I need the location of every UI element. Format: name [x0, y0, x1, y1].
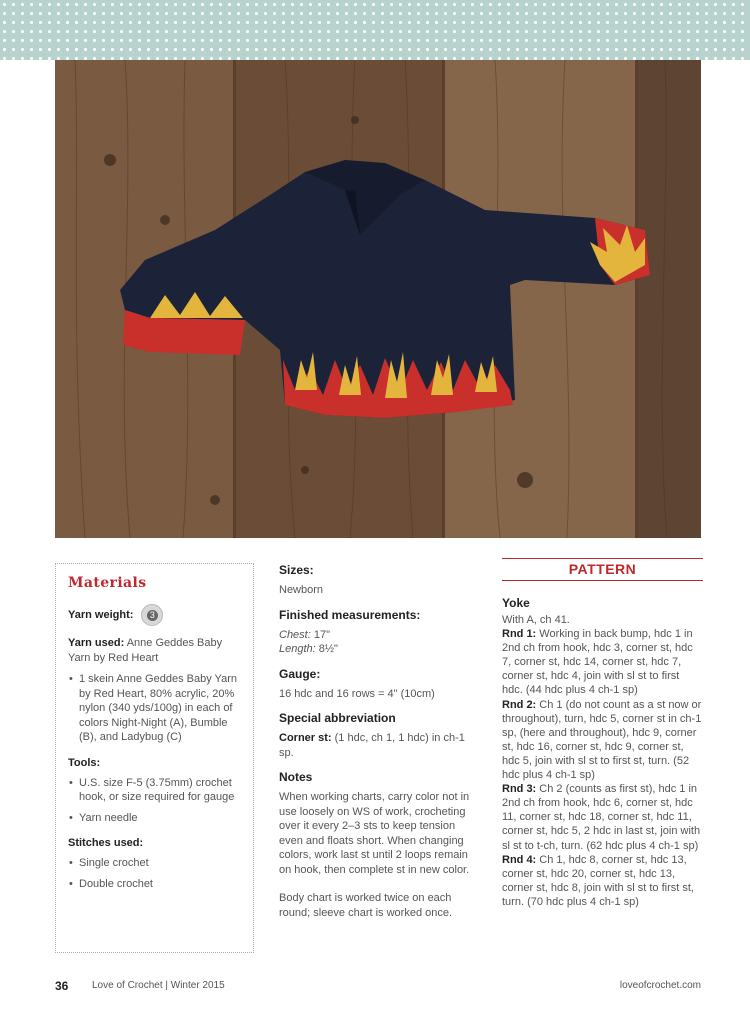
round-label: Rnd 1: — [502, 628, 537, 641]
abbreviation-term: Corner st: — [279, 732, 332, 744]
round-label: Rnd 4: — [502, 853, 537, 866]
tools-list — [68, 776, 243, 826]
issue-name: Winter 2015 — [170, 980, 225, 991]
abbreviation-label: Special abbreviation — [279, 711, 396, 725]
yarn-used-text: Anne Geddes Baby Yarn by Red Heart — [68, 637, 223, 664]
round-text: Working in back bump, hdc 1 in 2nd ch from hook, hdc 3, corner st, hdc 7, corner st, hdc 14, corner st, hdc 7, corner st, hdc 4, join with sl st to first hdc. (44 hdc plus 4 ch-1 sp) — [502, 628, 693, 697]
round-2 — [502, 698, 703, 783]
round-3 — [502, 782, 703, 852]
finished-label: Finished measurements: — [279, 607, 421, 622]
pattern-column — [502, 558, 703, 909]
chest-line — [279, 628, 479, 643]
stitch-item: • Double crochet — [68, 877, 243, 892]
pattern-intro: With A, ch 41. — [502, 614, 570, 626]
yarn-used — [68, 636, 243, 665]
notes-paragraph-2: Body chart is worked twice on each round; sleeve chart is worked once. — [279, 892, 453, 919]
polka-dot-banner — [0, 0, 750, 60]
round-label: Rnd 2: — [502, 698, 537, 711]
site-url: loveofcrochet.com — [619, 980, 701, 991]
chest-value: 17" — [313, 628, 330, 641]
yarn-used-label: Yarn used: — [68, 637, 125, 649]
yarn-weight-icon — [141, 604, 163, 626]
stitch-item: • Single crochet — [68, 856, 243, 871]
abbreviation-definition: (1 hdc, ch 1, 1 hdc) in ch-1 sp. — [279, 732, 465, 759]
abbreviation-text — [279, 731, 479, 760]
round-4 — [502, 853, 703, 909]
sizes-label: Sizes: — [279, 563, 314, 577]
sizes-value: Newborn — [279, 584, 324, 596]
yoke-heading: Yoke — [502, 596, 530, 610]
magazine-name: Love of Crochet — [92, 980, 163, 991]
stitches-label: Stitches used: — [68, 837, 144, 849]
yarn-bullet: • 1 skein Anne Geddes Baby Yarn by Red Heart, 80% acrylic, 20% nylon (340 yds/100g) in each of colors Night-Night (A), Bumble (B), and Ladybug (C) — [68, 672, 243, 745]
chest-label: Chest: — [279, 628, 311, 641]
page-footer — [55, 979, 701, 993]
notes-paragraph-1: When working charts, carry color not in use loosely on WS of work, crocheting over it every 2–3 sts to keep tension even and floats short. When changing colors, work last st until 2 loops remain on hook, then complete st in new color. — [279, 791, 470, 876]
stitches-list — [68, 856, 243, 891]
specs-column — [279, 563, 479, 930]
yarn-list — [68, 672, 243, 745]
round-text: Ch 1, hdc 8, corner st, hdc 13, corner st, hdc 20, corner st, hdc 13, corner st, hdc 8, join with sl st to first st, turn. (70 hdc plus 4 ch-1 sp) — [502, 853, 694, 908]
pattern-heading: PATTERN — [502, 558, 703, 581]
page-number: 36 — [55, 979, 69, 993]
length-value: 8½" — [318, 643, 338, 655]
magazine-credit: Love of Crochet | Winter 2015 — [92, 980, 225, 991]
materials-box — [55, 563, 254, 953]
yarn-weight-row — [68, 604, 243, 626]
round-text: Ch 2 (counts as first st), hdc 1 in 2nd ch from hook, hdc 6, corner st, hdc 11, corner st, hdc 18, corner st, hdc 11, corner st, hdc 5, 2 hdc in last st, join with sl st to t-ch, turn. (62 hdc plus 4 ch-1 sp) — [502, 783, 701, 852]
yarn-weight-label: Yarn weight: — [68, 609, 134, 621]
length-line — [279, 642, 479, 657]
tool-item: • Yarn needle — [68, 811, 243, 826]
notes-label: Notes — [279, 770, 313, 784]
round-text: Ch 1 (do not count as a st now or throughout), turn, hdc 5, corner st in ch-1 sp, (here and throughout), hdc 9, corner st, hdc 16, corner st, hdc 9, corner st, hdc 5, join with sl st to first st, turn. (52 hdc plus 4 ch-1 sp) — [502, 698, 702, 782]
gauge-label: Gauge: — [279, 666, 321, 681]
tool-item: • U.S. size F-5 (3.75mm) crochet hook, or size required for gauge — [68, 776, 243, 805]
round-label: Rnd 3: — [502, 783, 537, 796]
round-1 — [502, 627, 703, 697]
length-label: Length: — [279, 643, 316, 655]
sweater-photo — [55, 60, 701, 538]
tools-label: Tools: — [68, 756, 101, 769]
materials-title: Materials — [68, 575, 147, 591]
yarn-weight-number: 3 — [147, 610, 158, 621]
gauge-value: 16 hdc and 16 rows = 4" (10cm) — [279, 687, 435, 700]
